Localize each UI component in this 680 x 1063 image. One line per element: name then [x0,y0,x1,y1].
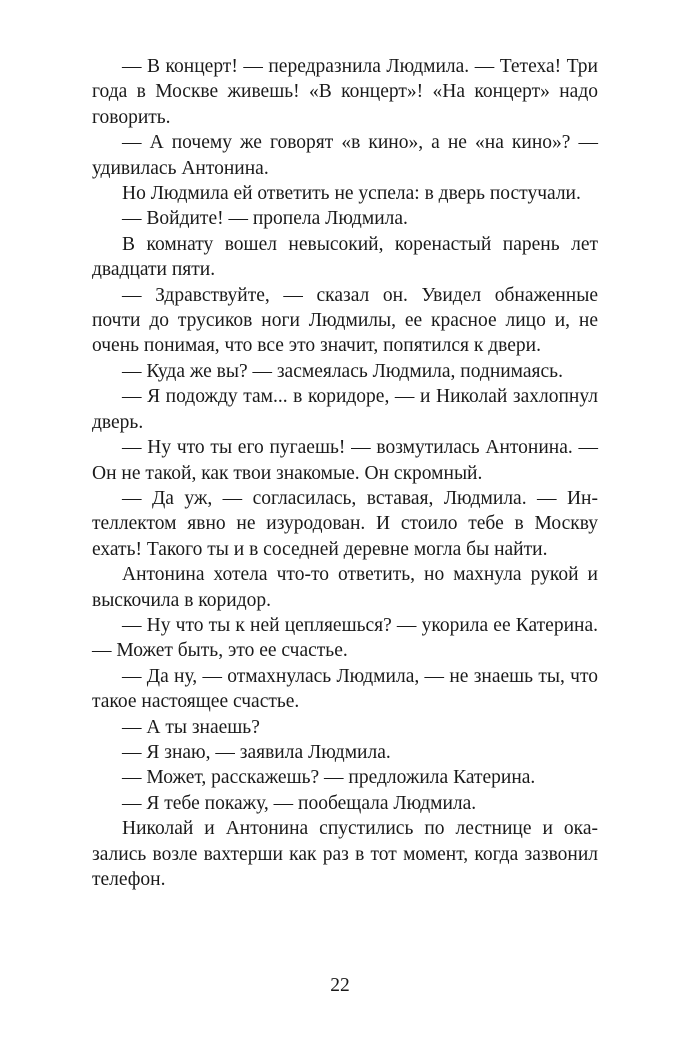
paragraph: — Ну что ты его пугаешь! — возмутилась Антонина. — Он не такой, как твои знакомые. Он скромный. [92,437,598,484]
paragraph: — А почему же говорят «в кино», а не «на кино»? — удивилась Антонина. [92,132,598,179]
paragraph: Николай и Антонина спустились по лестнице и оказались возле вахтерши как раз в тот момент, когда зазвонил телефон. [92,818,598,890]
paragraph: В комнату вошел невысокий, коренастый парень лет двадцати пяти. [92,233,598,281]
page-body [92,54,598,892]
paragraph: — Да уж, — согласилась, вставая, Людмила. — Интеллектом явно не изуродован. И стоило тебе в Москву ехать! Такого ты и в соседней деревне могла бы найти. [92,487,598,560]
paragraph: — Я подожду там... в коридоре, — и Николай захлопнул дверь. [92,386,598,433]
paragraph: — Я знаю, — заявила Людмила. [122,741,391,763]
paragraph: — Здравствуйте, — сказал он. Увидел обнаженные почти до трусиков ноги Людмилы, ее красное лицо и, не очень понимая, что все это значит, попятился к двери. [92,284,598,357]
paragraph: — В концерт! — передразнила Людмила. — Тетеха! Три года в Москве живешь! «В концерт»! «На концерт» надо говорить. [92,56,598,128]
paragraph: — Войдите! — пропела Людмила. [122,208,408,230]
paragraph: — Может, расскажешь? — предложила Катерина. [122,767,536,789]
page-number: 22 [330,975,350,996]
paragraph: — Ну что ты к ней цепляешься? — укорила ее Катерина. — Может быть, это ее счастье. [92,614,598,662]
paragraph: Но Людмила ей ответить не успела: в дверь постучали. [122,183,581,205]
paragraph: — Я тебе покажу, — пообещала Людмила. [122,792,477,814]
paragraph: Антонина хотела что-то ответить, но махнула рукой и выскочила в коридор. [92,564,598,611]
paragraph: — Куда же вы? — засмеялась Людмила, поднимаясь. [122,360,563,382]
paragraph: — Да ну, — отмахнулась Людмила, — не знаешь ты, что такое настоящее счастье. [92,665,598,713]
paragraph: — А ты знаешь? [122,716,260,738]
